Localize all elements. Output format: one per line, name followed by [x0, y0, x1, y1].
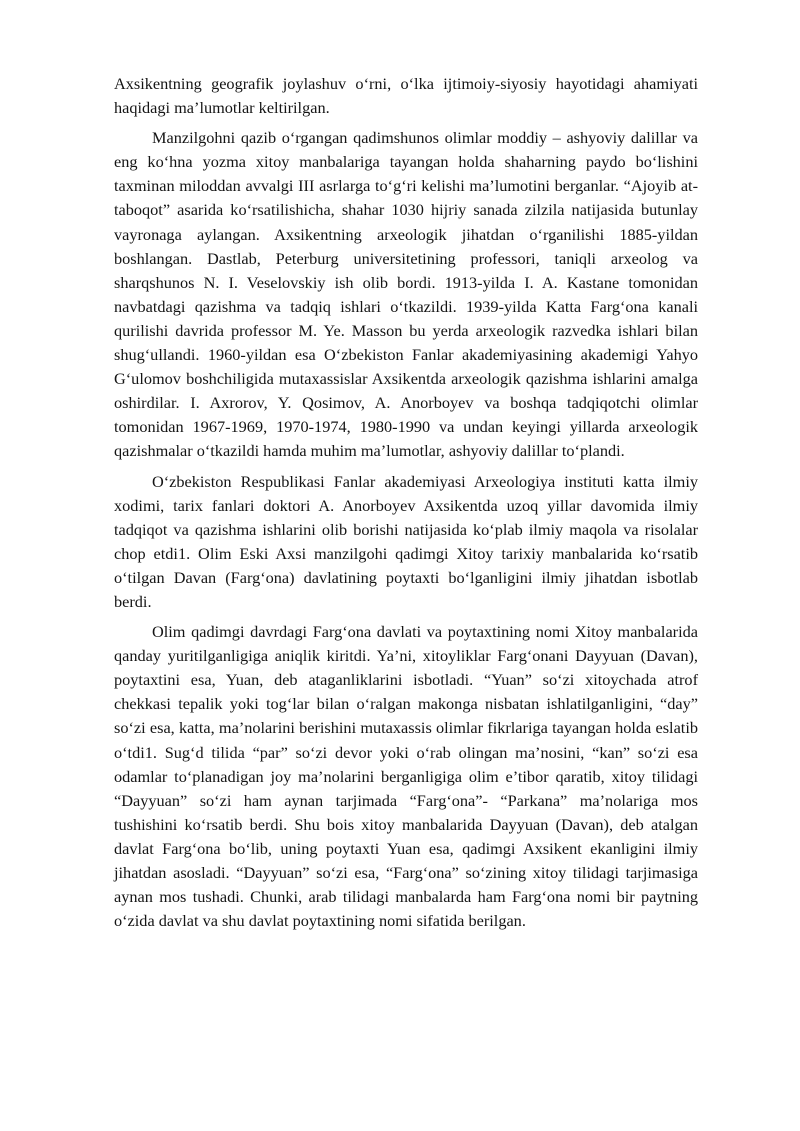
body-text [114, 72, 698, 939]
paragraph-anorboyev-research: O‘zbekiston Respublikasi Fanlar akademiyasi Arxeologiya instituti katta ilmiy xodimi, tarix fanlari doktori A. Anorboyev Axsikentda uzoq yillar davomida ilmiy tadqiqot va qazishma ishlarini olib borishi natijasida ko‘plab ilmiy maqola va risolalar chop etdi1. Olim Eski Axsi manzilgohi qadimgi Xitoy tarixiy manbalarida ko‘rsatib o‘tilgan Davan (Farg‘ona) davlatining poytaxti bo‘lganligini ilmiy jihatdan isbotlab berdi. [114, 471, 698, 611]
paragraph-intro-continuation: Axsikentning geografik joylashuv o‘rni, o‘lka ijtimoiy-siyosiy hayotidagi ahamiyati haqidagi ma’lumotlar keltirilgan. [114, 74, 698, 118]
paragraph-dayyuan-etymology: Olim qadimgi davrdagi Farg‘ona davlati va poytaxtining nomi Xitoy manbalarida qanday yuritilganligiga aniqlik kiritdi. Ya’ni, xitoyliklar Farg‘onani Dayyuan (Davan), poytaxtini esa, Yuan, deb ataganliklarini isbotladi. “Yuan” so‘zi xitoychada atrof chekkasi tepalik yoki tog‘lar bilan o‘ralgan makonga nisbatan ishlatilganligini, “day” so‘zi esa, katta, ma’nolarini berishini mutaxassis olimlar fikrlariga tayangan holda eslatib o‘tdi1. Sug‘d tilida “par” so‘zi devor yoki o‘rab olingan ma’nosini, “kan” so‘zi esa odamlar to‘planadigan joy ma’nolarini berganligiga olim e’tibor qaratib, xitoy tilidagi “Dayyuan” so‘zi ham aynan tarjimada “Farg‘ona”- “Parkana” ma’nolariga mos tushishini ko‘rsatib berdi. Shu bois xitoy manbalarida Dayyuan (Davan), deb atalgan davlat Farg‘ona bo‘lib, uning poytaxti Yuan esa, qadimgi Axsikent ekanligini ilmiy jihatdan asosladi. “Dayyuan” so‘zi esa, “Farg‘ona” so‘zining xitoy tilidagi tarjimasiga aynan mos tushadi. Chunki, arab tilidagi manbalarda ham Farg‘ona nomi bir paytning o‘zida davlat va shu davlat poytaxtining nomi sifatida berilgan. [114, 622, 698, 931]
paragraph-archaeology-history: Manzilgohni qazib o‘rgangan qadimshunos olimlar moddiy – ashyoviy dalillar va eng ko‘hna yozma xitoy manbalariga tayangan holda shaharning paydo bo‘lishini taxminan miloddan avvalgi III asrlarga to‘g‘ri kelishi ma’lumotini berganlar. “Ajoyib at-taboqot” asarida ko‘rsatilishicha, shahar 1030 hijriy sanada zilzila natijasida butunlay vayronaga aylangan. Axsikentning arxeologik jihatdan o‘rganilishi 1885-yildan boshlangan. Dastlab, Peterburg universitetining professori, taniqli arxeolog va sharqshunos N. I. Veselovskiy ish olib bordi. 1913-yilda I. A. Kastane tomonidan navbatdagi qazishma va tadqiq ishlari o‘tkazildi. 1939-yilda Katta Farg‘ona kanali qurilishi davrida professor M. Ye. Masson bu yerda arxeologik razvedka ishlari bilan shug‘ullandi. 1960-yildan esa O‘zbekiston Fanlar akademiyasining akademigi Yahyo G‘ulomov boshchiligida mutaxassislar Axsikentda arxeologik qazishma ishlarini amalga oshirdilar. I. Axrorov, Y. Qosimov, A. Anorboyev va boshqa tadqiqotchi olimlar tomonidan 1967-1969, 1970-1974, 1980-1990 va undan keyingi yillarda arxeologik qazishmalar o‘tkazildi hamda muhim ma’lumotlar, ashyoviy dalillar to‘plandi. [114, 128, 698, 461]
